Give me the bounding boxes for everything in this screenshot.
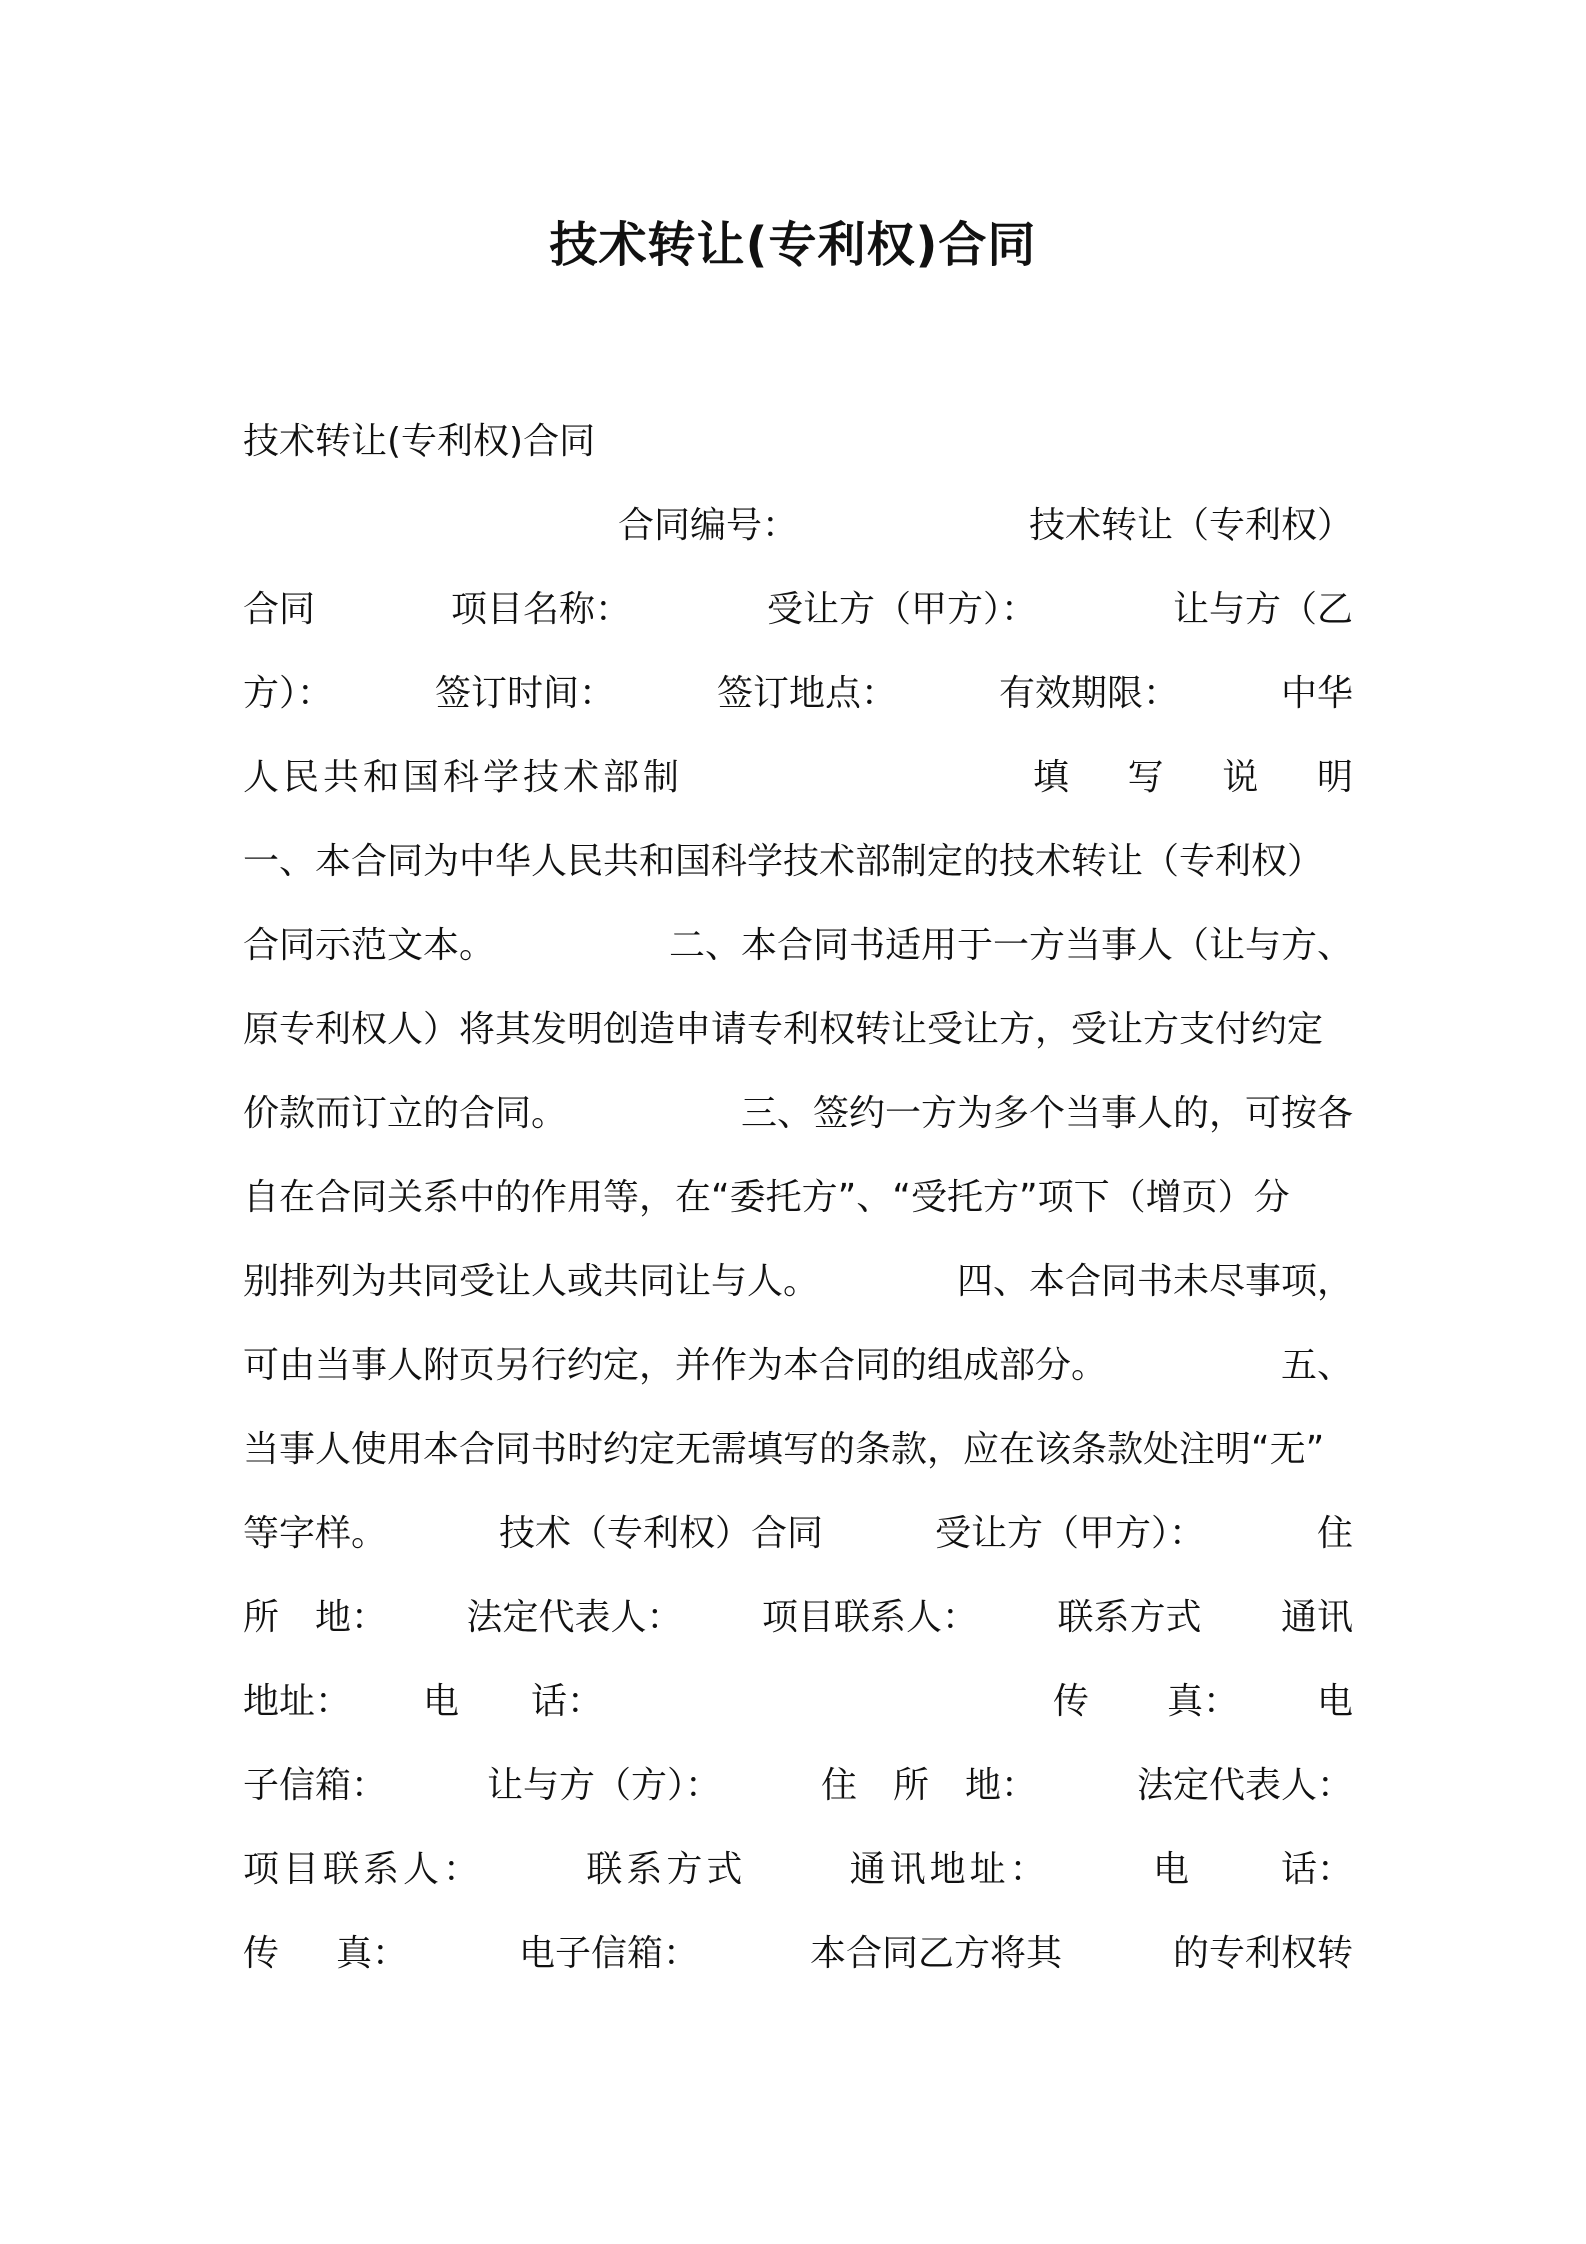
text-segment: 有效期限：	[998, 673, 1179, 714]
text-segment: 合同示范文本。	[243, 925, 496, 966]
text-line	[243, 652, 1353, 736]
text-segment: 等字样。	[243, 1513, 388, 1554]
text-segment: 联系方式	[1057, 1597, 1202, 1638]
text-segment: 电	[422, 1681, 459, 1722]
text-segment: 受让方（甲方）：	[766, 589, 1037, 630]
text-segment: 人民共和国科学技术部制	[243, 757, 684, 798]
text-segment: 子信箱：	[243, 1765, 388, 1806]
text-segment: 项目联系人：	[761, 1597, 978, 1638]
text-segment: 方）：	[243, 673, 334, 714]
text-segment: 通讯	[1280, 1597, 1353, 1638]
text-segment: 当事人使用本合同书时约定无需填写的条款，应在该条款处注明“无”	[243, 1429, 1325, 1470]
text-segment: 住	[1316, 1513, 1353, 1554]
text-line	[243, 1492, 1353, 1576]
text-segment: 可由当事人附页另行约定，并作为本合同的组成部分。	[243, 1345, 1108, 1386]
text-segment: 技术（专利权）合同	[498, 1513, 823, 1554]
text-segment: 电	[1152, 1849, 1189, 1890]
text-line	[243, 1576, 1353, 1660]
text-segment: 填	[1033, 757, 1070, 798]
text-segment: 项目联系人：	[243, 1849, 484, 1890]
text-segment: 联系方式	[586, 1849, 747, 1890]
text-segment: 让与方（乙	[1172, 589, 1353, 630]
text-segment: 一、本合同为中华人民共和国科学技术部制定的技术转让（专利权）	[243, 841, 1324, 882]
text-segment: 传	[243, 1933, 280, 1974]
text-segment: 法定代表人：	[466, 1597, 683, 1638]
text-segment: 别排列为共同受让人或共同让与人。	[243, 1261, 820, 1302]
text-segment: 让与方（方）：	[486, 1765, 721, 1806]
text-segment: 电	[1316, 1681, 1353, 1722]
text-segment: 住 所 地：	[820, 1765, 1037, 1806]
text-segment: 所 地：	[243, 1597, 388, 1638]
text-segment: 话：	[1280, 1849, 1353, 1890]
text-segment: 五、	[1280, 1345, 1353, 1386]
text-line	[243, 1240, 1353, 1324]
text-segment: 说	[1222, 757, 1259, 798]
text-line	[243, 1408, 1353, 1492]
text-segment: 传	[1053, 1681, 1090, 1722]
text-segment: 原专利权人）将其发明创造申请专利权转让受让方，受让方支付约定	[243, 1009, 1324, 1050]
text-segment: 本合同乙方将其	[809, 1933, 1062, 1974]
text-segment: 中华	[1280, 673, 1353, 714]
text-line	[243, 904, 1353, 988]
text-segment: 自在合同关系中的作用等，在“委托方”、“受托方”项下（增页）分	[243, 1177, 1290, 1218]
subtitle-line: 技术转让(专利权)合同	[243, 421, 596, 462]
text-line	[243, 1156, 1353, 1240]
text-line	[243, 1072, 1353, 1156]
text-line	[243, 1828, 1353, 1912]
text-segment: 话：	[530, 1681, 603, 1722]
text-line	[243, 1912, 1353, 1996]
text-segment: 写	[1127, 757, 1164, 798]
text-line	[243, 568, 1353, 652]
text-segment: 价款而订立的合同。	[243, 1093, 568, 1134]
text-line	[243, 820, 1353, 904]
text-line	[618, 484, 1353, 568]
text-segment: 合同编号：	[618, 505, 799, 546]
text-segment: 受让方（甲方）：	[934, 1513, 1205, 1554]
text-segment: 项目名称：	[450, 589, 631, 630]
text-segment: 二、本合同书适用于一方当事人（让与方、	[668, 925, 1353, 966]
text-segment: 电子信箱：	[518, 1933, 699, 1974]
text-segment: 签订时间：	[434, 673, 615, 714]
document-title: 技术转让(专利权)合同	[549, 217, 1037, 273]
text-segment: 真：	[1166, 1681, 1239, 1722]
text-segment: 地址：	[243, 1681, 352, 1722]
text-segment: 四、本合同书未尽事项，	[956, 1261, 1353, 1302]
text-segment: 三、签约一方为多个当事人的，可按各	[740, 1093, 1353, 1134]
text-segment: 法定代表人：	[1136, 1765, 1353, 1806]
text-segment: 技术转让（专利权）	[1028, 505, 1353, 546]
text-segment: 通讯地址：	[849, 1849, 1050, 1890]
text-line	[243, 988, 1353, 1072]
text-line	[243, 1744, 1353, 1828]
text-segment: 的专利权转	[1172, 1933, 1353, 1974]
text-line	[243, 736, 1353, 820]
text-segment: 明	[1316, 757, 1353, 798]
text-segment: 真：	[335, 1933, 408, 1974]
text-segment: 合同	[243, 589, 316, 630]
text-line	[243, 1324, 1353, 1408]
text-segment: 签订地点：	[716, 673, 897, 714]
text-line	[243, 1660, 1353, 1744]
